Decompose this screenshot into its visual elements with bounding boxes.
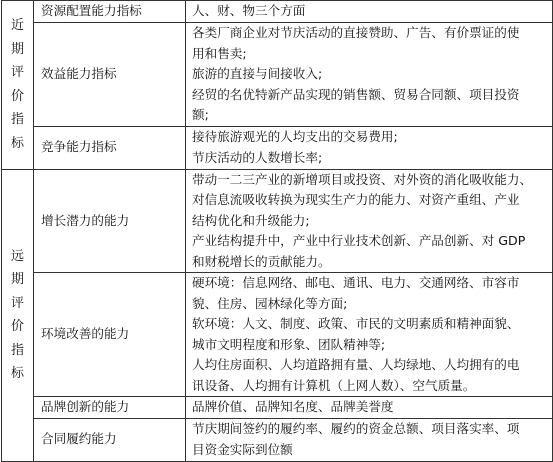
- description-line: 软环境：人文、制度、政策、市民的文明素质和精神面貌、: [192, 316, 520, 331]
- category-char: 标: [10, 366, 24, 381]
- category-char: 指: [10, 342, 24, 358]
- category-char: 价: [10, 319, 24, 334]
- table-row: [2, 169, 553, 273]
- description-line: 人、财、物三个方面: [192, 3, 306, 19]
- description-line: 接待旅游观光的人均支出的交易费用;: [192, 129, 398, 144]
- description-line: 产业结构提升中，产业中行业技术创新、产品创新、对 GDP: [192, 233, 526, 248]
- evaluation-index-table: [1, 0, 553, 462]
- description-line: 品牌价值、品牌知名度、品牌美誉度: [192, 399, 394, 414]
- table-row: [2, 126, 553, 169]
- description-line: 貌、住房、园林绿化等方面;: [192, 295, 348, 311]
- description-line: 节庆期间签约的履约率、履约的资金总额、项目落实率、项: [192, 421, 520, 436]
- category-char: 指: [10, 112, 24, 128]
- indicator-name: 环境改善的能力: [34, 273, 186, 397]
- table-row: [2, 1, 553, 23]
- indicator-name: 品牌创新的能力: [34, 397, 186, 419]
- indicator-description: [186, 126, 553, 169]
- category-char: 近: [10, 18, 24, 34]
- description-line: 各类厂商企业对节庆活动的直接赞助、广告、有价票证的使: [192, 25, 520, 40]
- indicator-description: [186, 273, 553, 397]
- description-line: 和财税增长的贡献能力。: [192, 253, 331, 269]
- description-line: 人均住房面积、人均道路拥有量、人均绿地、人均拥有的电: [192, 357, 520, 372]
- description-line: 讯设备、人均拥有计算机（上网人数）、空气质量。: [192, 377, 476, 393]
- table-row: [2, 23, 553, 127]
- description-line: 用和售卖;: [192, 45, 247, 61]
- indicator-name: 竞争能力指标: [34, 126, 186, 169]
- description-line: 硬环境：信息网络、邮电、通讯、电力、交通网络、市容市: [192, 275, 520, 290]
- indicator-name: 资源配置能力指标: [34, 1, 186, 23]
- category-char: 价: [10, 88, 24, 104]
- description-line: 城市文明程度和形象、团队精神等;: [192, 336, 386, 352]
- category-char: 评: [10, 65, 24, 81]
- table-row: [2, 397, 553, 419]
- description-line: 带动一二三产业的新增项目或投资、对外资的消化吸收能力、: [192, 171, 533, 187]
- category-char: 远: [10, 248, 24, 264]
- category-char: 评: [10, 295, 24, 311]
- category-long-term: [2, 169, 34, 461]
- description-line: 经贸的名优特新产品实现的销售额、贸易合同额、项目投资: [192, 86, 520, 102]
- table-row: [2, 273, 553, 397]
- category-char: 期: [10, 272, 24, 287]
- description-line: 旅游的直接与间接收入;: [192, 66, 323, 81]
- category-char: 标: [10, 135, 24, 151]
- table-row: [2, 418, 553, 461]
- indicator-description: [186, 1, 553, 23]
- description-line: 额;: [192, 107, 209, 122]
- indicator-description: [186, 397, 553, 419]
- description-line: 结构优化和升级能力;: [192, 212, 310, 228]
- description-line: 节庆活动的人数增长率;: [192, 149, 323, 165]
- description-line: 对信息流吸收转换为现实生产力的能力、对资产重组、产业: [192, 192, 520, 207]
- indicator-description: [186, 169, 553, 273]
- category-char: 期: [10, 41, 24, 57]
- indicator-name: 合同履约能力: [34, 418, 186, 461]
- indicator-name: 效益能力指标: [34, 23, 186, 127]
- indicator-description: [186, 418, 553, 461]
- indicator-name: 增长潜力的能力: [34, 169, 186, 273]
- indicator-description: [186, 23, 553, 127]
- description-line: 目资金实际到位额: [192, 441, 293, 457]
- category-near-term: [2, 1, 34, 170]
